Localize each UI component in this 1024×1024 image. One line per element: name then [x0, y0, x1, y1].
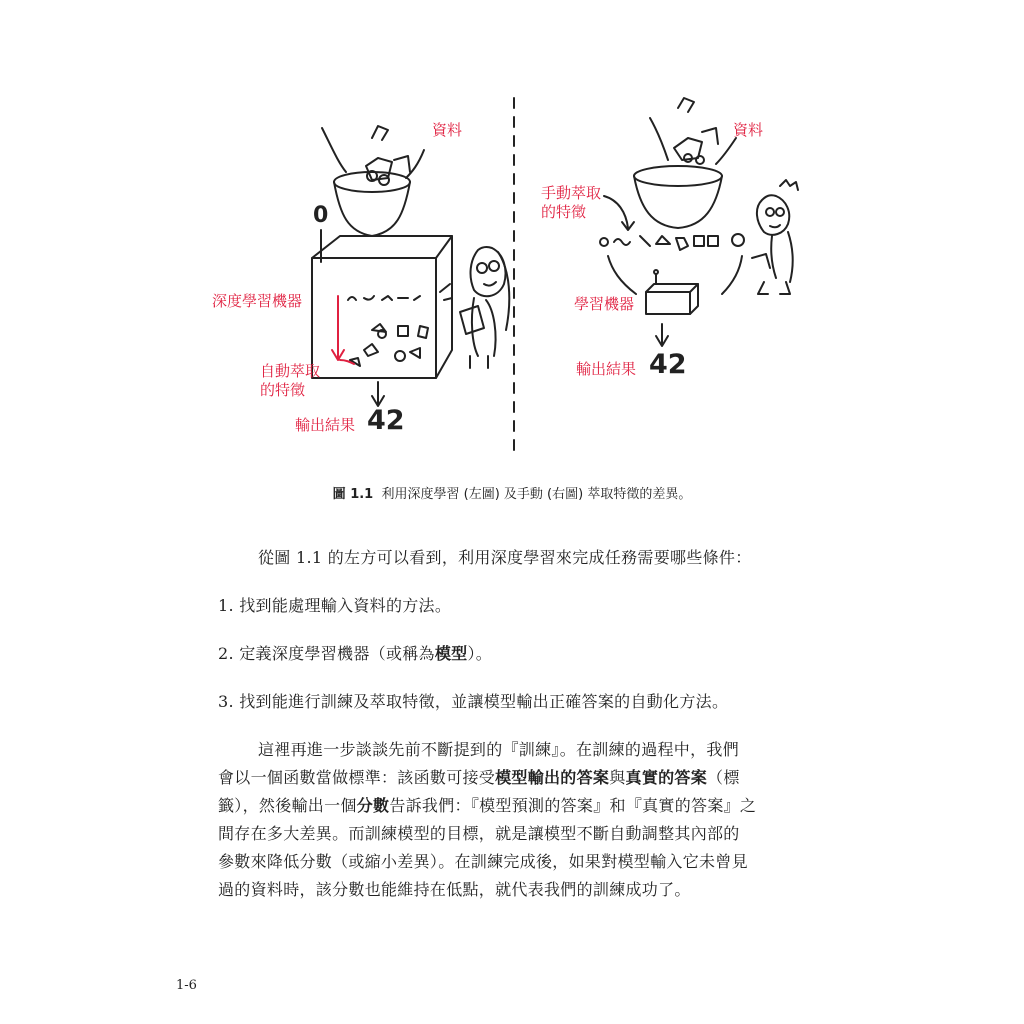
manual-feature-arrow: [604, 196, 634, 230]
left-person: [460, 247, 509, 368]
training-paragraph-line-6: 過的資料時，該分數也能維持在低點，就代表我們的訓練成功了。: [218, 880, 691, 899]
p2-line3-b: 分數: [356, 796, 390, 815]
right-branch-arrows: [608, 256, 742, 294]
left-data-icon: [322, 126, 424, 185]
deep-learning-box: [312, 236, 452, 378]
list-item-2: [218, 640, 492, 668]
figure-number: 圖 1.1: [332, 487, 374, 502]
p2-line2-a: 會以一個函數當做標準：該函數可接受: [218, 768, 496, 787]
left-output-label: 輸出結果: [295, 416, 356, 434]
manual-feature-label-line1: 手動萃取: [541, 184, 602, 202]
page-number: 1-6: [176, 978, 197, 993]
training-paragraph-line-2: [218, 764, 740, 792]
right-funnel: [634, 166, 722, 228]
p2-line2-e: （標: [707, 768, 740, 787]
left-output-arrow: [372, 382, 384, 406]
left-data-label: 資料: [432, 121, 463, 139]
figure-caption-text: 利用深度學習 (左圖) 及手動 (右圖) 萃取特徵的差異。: [381, 487, 692, 502]
auto-feature-arrow: [332, 296, 354, 364]
p2-line2-d: 真實的答案: [625, 768, 708, 787]
learning-machine-label: 學習機器: [574, 295, 635, 313]
list-item-3: 3. 找到能進行訓練及萃取特徵，並讓模型輸出正確答案的自動化方法。: [218, 692, 729, 711]
manual-feature-label-line2: 的特徵: [541, 203, 587, 221]
p2-line3-a: 籤），然後輸出一個: [218, 796, 357, 815]
list-item-2-text: 2. 定義深度學習機器（或稱為: [218, 644, 435, 663]
learning-machine: [646, 270, 698, 314]
auto-feature-label-line1: 自動萃取: [260, 362, 321, 380]
left-output-value: 42: [367, 405, 405, 436]
left-pointer-value: 0: [313, 203, 329, 228]
intro-paragraph: 從圖 1.1 的左方可以看到，利用深度學習來完成任務需要哪些條件：: [258, 548, 752, 567]
list-item-1: 1. 找到能處理輸入資料的方法。: [218, 596, 452, 615]
figure-illustration: [0, 0, 1024, 470]
p2-line2-b: 模型輸出的答案: [495, 768, 610, 787]
training-paragraph-line-5: 參數來降低分數（或縮小差異）。在訓練完成後，如果對模型輸入它未曾見: [218, 852, 748, 871]
list-item-2-bold: 模型: [434, 644, 468, 663]
right-output-arrow: [656, 324, 668, 346]
list-item-2-end: ）。: [467, 644, 493, 663]
training-paragraph-line-4: 間存在多大差異。而訓練模型的目標，就是讓模型不斷自動調整其內部的: [218, 824, 740, 843]
right-person: [752, 180, 798, 294]
figure-caption: [0, 483, 1024, 502]
right-output-label: 輸出結果: [576, 360, 637, 378]
p2-line2-c: 與: [609, 768, 626, 787]
training-paragraph-line-3: [218, 792, 756, 820]
extracted-features-row: [600, 234, 744, 250]
training-paragraph-line-1: 這裡再進一步談談先前不斷提到的『訓練』。在訓練的過程中，我們: [258, 740, 740, 759]
right-data-icon: [650, 98, 736, 164]
right-data-label: 資料: [733, 121, 764, 139]
right-output-value: 42: [649, 349, 687, 380]
deep-learning-machine-label: 深度學習機器: [212, 292, 303, 310]
p2-line3-c: 告訴我們：『模型預測的答案』和『真實的答案』之: [389, 796, 757, 815]
auto-feature-label-line2: 的特徵: [260, 381, 306, 399]
